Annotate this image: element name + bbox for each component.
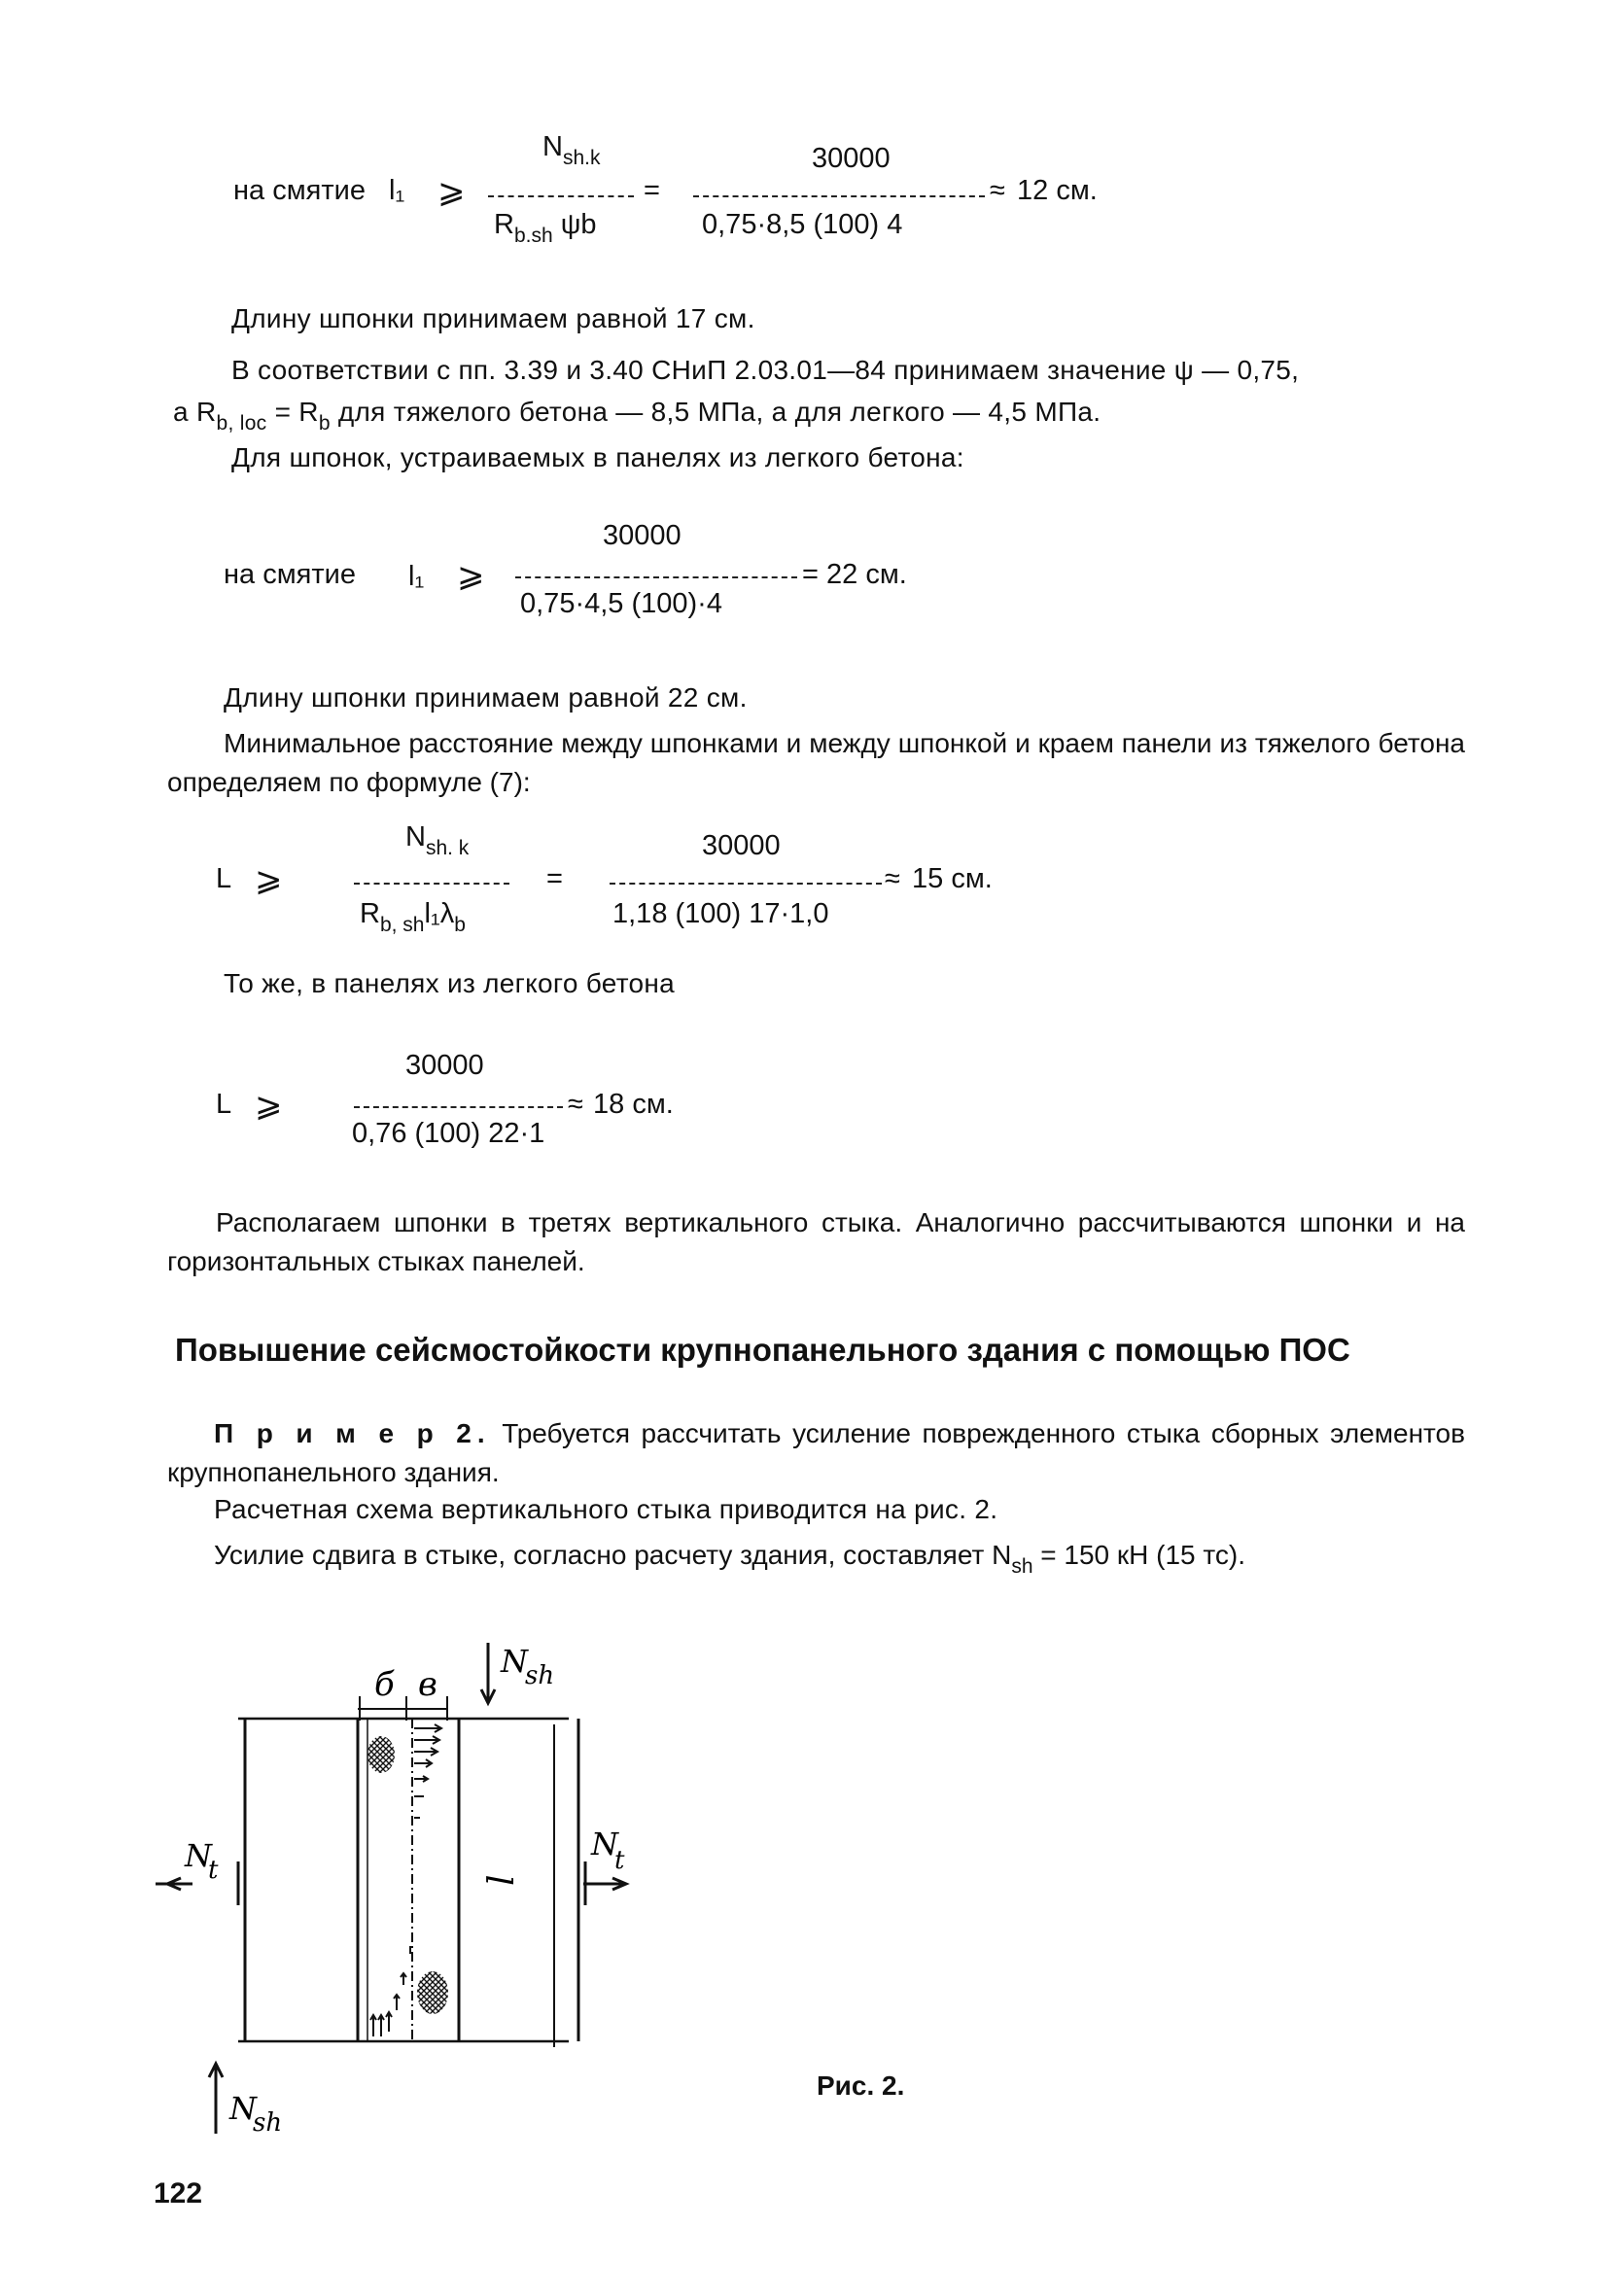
formula-1-num2: 30000 <box>812 143 891 174</box>
label-nt-right: N <box>591 1826 618 1862</box>
formula-3 <box>216 817 1091 943</box>
section-heading: Повышение сейсмостойкости крупнопанельного здания с помощью ПОС <box>175 1332 1350 1368</box>
label-nt-right-sub: t <box>614 1846 625 1875</box>
formula-4 <box>216 1050 896 1157</box>
nsh-top-arrow <box>481 1643 495 1703</box>
formula-2-var: l₁ <box>408 561 425 592</box>
label-nsh-bottom-sub: sh <box>253 2108 283 2138</box>
paragraph: Длину шпонки принимаем равной 17 см. <box>231 303 755 333</box>
formula-4-den: 0,76 (100) 22·1 <box>352 1118 545 1149</box>
label-nsh-top: N <box>501 1643 528 1680</box>
formula-1-result: 12 см. <box>1017 175 1098 206</box>
formula-4-op: ⩾ <box>255 1087 283 1124</box>
paragraph: а $R_{b, loc} = R_b$ для тяжелого бетона — 8,5 МПа, а для легкого — 4,5 МПа. <box>173 397 1101 435</box>
formula-1-eq: = <box>644 175 660 206</box>
nt-right-arrow <box>583 1878 626 1890</box>
formula-3-result: 15 см. <box>912 863 993 894</box>
label-b2: в <box>418 1665 437 1704</box>
formula-3-op: ⩾ <box>255 861 283 898</box>
formula-3-var: L <box>216 863 232 894</box>
formula-2-eq: = <box>802 559 819 590</box>
stress-arrows-top <box>414 1724 441 1818</box>
paragraph: Расчетная схема вертикального стыка приводится на рис. 2. <box>214 1494 998 1524</box>
fraction-bar <box>354 883 509 885</box>
formula-1-den2: 0,75·8,5 (100) 4 <box>702 209 903 240</box>
page-number: 122 <box>154 2177 203 2209</box>
stress-arrows-bottom <box>370 1946 410 2036</box>
paragraph: Длину шпонки принимаем равной 22 см. <box>224 682 748 713</box>
figure-caption: Рис. 2. <box>817 2070 905 2101</box>
figure-joint-diagram <box>156 1623 700 2148</box>
paragraph: В соответствии с пп. 3.39 и 3.40 СНиП 2.03.01—84 принимаем значение ψ — 0,75, <box>231 355 1300 385</box>
formula-1-approx: ≈ <box>990 175 1005 206</box>
formula-3-num2: 30000 <box>702 830 781 861</box>
formula-4-approx: ≈ <box>568 1089 583 1120</box>
label-nsh-top-sub: sh <box>525 1661 555 1690</box>
formula-2-label: на смятие <box>224 559 356 590</box>
paragraph: То же, в панелях из легкого бетона <box>224 968 676 998</box>
formula-3-den2: 1,18 (100) 17·1,0 <box>612 898 829 929</box>
paragraph: Для шпонок, устраиваемых в панелях из легкого бетона: <box>231 442 964 472</box>
formula-3-numerator: $N_{sh. k}$ <box>405 821 470 859</box>
label-nt-left-sub: t <box>208 1856 219 1885</box>
formula-1-label: на смятие <box>233 175 366 206</box>
fraction-bar <box>488 195 634 197</box>
formula-1-numerator: $N_{sh.k}$ <box>542 131 601 169</box>
paragraph: Усилие сдвига в стыке, согласно расчету здания, составляет $N_{sh} = 150$ кН (15 тс). <box>214 1540 1246 1578</box>
key-hatch-top <box>367 1736 395 1773</box>
paragraph: П р и м е р 2. Требуется рассчитать усиление поврежденного стыка сборных элементов крупнопанельного здания. <box>167 1418 1465 1487</box>
formula-2-op: ⩾ <box>457 557 485 594</box>
nsh-bottom-arrow <box>209 2064 223 2134</box>
label-b1: б <box>374 1665 395 1704</box>
fraction-bar <box>610 883 882 885</box>
formula-1-op: ⩾ <box>437 173 466 210</box>
key-hatch-bottom <box>417 1971 448 2014</box>
formula-4-var: L <box>216 1089 232 1120</box>
paragraph: Располагаем шпонки в третях вертикального стыка. Аналогично рассчитываются шпонки и на горизонтальных стыках панелей. <box>167 1207 1465 1276</box>
formula-2-result: 22 см. <box>826 559 907 590</box>
formula-4-result: 18 см. <box>593 1089 674 1120</box>
formula-3-approx: ≈ <box>885 863 900 894</box>
label-nt-left: N <box>185 1837 212 1874</box>
formula-2-den: 0,75·4,5 (100)·4 <box>520 588 722 619</box>
formula-4-num: 30000 <box>405 1050 484 1081</box>
formula-2-num: 30000 <box>603 520 682 551</box>
fraction-bar <box>693 195 985 197</box>
paragraph: Минимальное расстояние между шпонками и между шпонкой и краем панели из тяжелого бетона определяем по формуле (7): <box>167 728 1465 797</box>
formula-1 <box>233 131 1206 248</box>
formula-3-denominator: $R_{b, sh}l_1\lambda_b$ <box>360 898 466 936</box>
formula-1-var: l₁ <box>389 175 405 206</box>
fraction-bar <box>515 576 797 578</box>
label-nsh-bottom: N <box>229 2090 257 2127</box>
fraction-bar <box>354 1106 563 1108</box>
label-l: l <box>482 1874 522 1886</box>
formula-3-eq: = <box>546 863 563 894</box>
formula-2 <box>224 520 1001 627</box>
formula-1-denominator: $R_{b.sh}$ ψb <box>494 209 597 247</box>
